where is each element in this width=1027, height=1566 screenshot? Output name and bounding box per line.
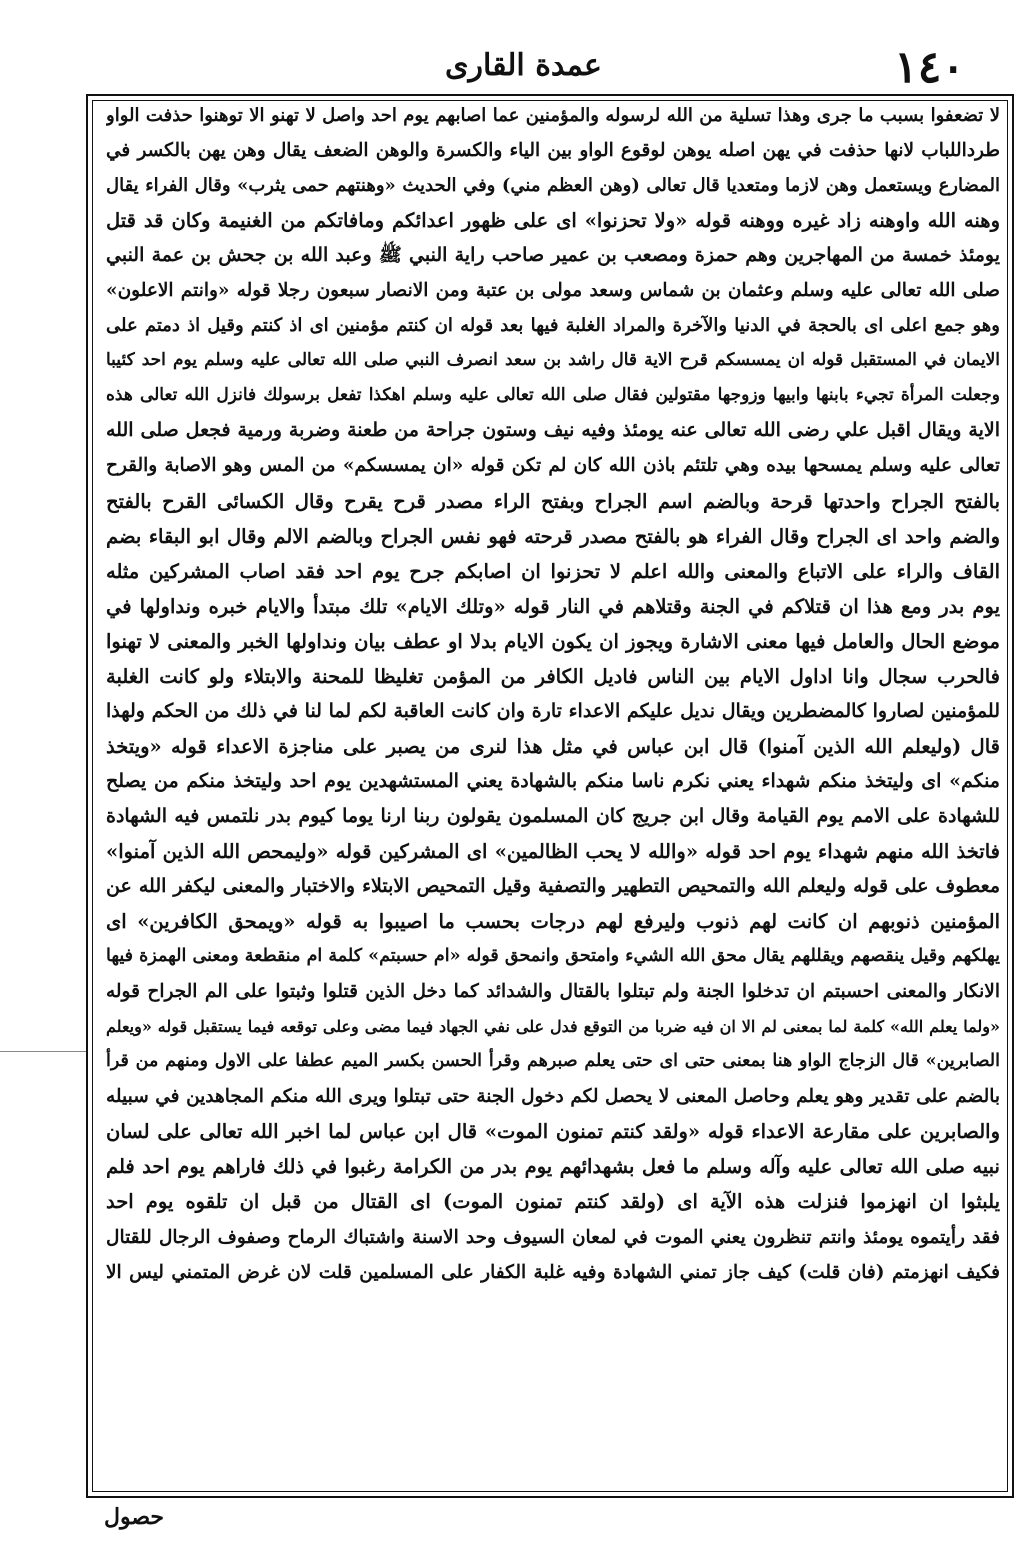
margin-rule (0, 1051, 86, 1052)
text-line: والصابرين على مقارعة الاعداء قوله «ولقد كنتم تمنون الموت» قال ابن عباس لما اخبر الله تعالى على لسان (106, 1120, 1000, 1144)
text-line: نبيه صلى الله تعالى عليه وآله وسلم ما فعل بشهدائهم يوم بدر من الكرامة رغبوا في ذلك فاراهم يوم احد فلم (106, 1155, 1000, 1179)
text-line: يلبثوا ان انهزموا فنزلت هذه الآية اى (ولقد كنتم تمنون الموت) اى القتال من قبل ان تلقوه يوم احد (106, 1190, 1000, 1214)
text-line: الاية ويقال اقبل علي رضى الله تعالى عنه يومئذ وفيه نيف وستون جراحة من طعنة وضربة ورمية فجعل صلى الله (106, 419, 1000, 442)
text-line: «ولما يعلم الله» كلمة لما بمعنى لم الا ان فيه ضربا من التوقع فدل على نفي الجهاد فيما مضى وعلى توقعه فيما يستقبل قوله «ويعلم (106, 1017, 1000, 1037)
text-line: القاف والراء على الاتباع والمعنى والله اعلم لا تحزنوا ان اصابكم جرح يوم احد فقد اصاب المشركين مثله (106, 559, 1000, 583)
text-line: لا تضعفوا بسبب ما جرى وهذا تسلية من الله لرسوله والمؤمنين عما اصابهم يوم احد واصل لا تهنو الا توهنوا حذفت الواو (106, 105, 1000, 126)
text-body (106, 98, 1000, 1496)
page-number: ١٤٠ (894, 42, 965, 93)
text-line: والضم واحد اى الجراح وقال الفراء هو بالفتح مصدر قرحته فهو نفس الجراح وبالضم الالم وقال ابو البقاء بضم (106, 524, 1000, 548)
text-line: بالضم على تقدير وهو يعلم وحاصل المعنى لا يحصل لكم دخول الجنة حتى تبتلوا ويرى الله منكم المجاهدين في سبيله (106, 1086, 1000, 1108)
text-frame (86, 94, 1014, 1498)
text-line: للمؤمنين لصاروا كالمضطرين ويقال نديل عليكم الاعداء تارة وان كانت العاقبة لكم لما لنا في ذلك من الحكم ولهذا (106, 699, 1000, 722)
text-line: وجعلت المرأة تجيء بابنها وابيها وزوجها مقتولين فقال صلى الله تعالى عليه وسلم اهكذا تفعل برسولك فانزل الله تعالى هذه (106, 385, 1000, 406)
text-line: فالحرب سجال وانا اداول الايام بين الناس فاديل الكافر من المؤمن تغليظا للمحنة والابتلاء ولو كانت الغلبة (106, 664, 1000, 688)
page-header (0, 34, 1027, 94)
text-line: وهو جمع اعلى اى بالحجة في الدنيا والآخرة والمراد الغلبة فيها بعد قوله ان كنتم مؤمنين اى اذ كنتم وقيل اذ دمتم على (106, 315, 1000, 337)
text-line: الانكار والمعنى احسبتم ان تدخلوا الجنة ولم تبتلوا بالقتال والشدائد كما دخل الذين قتلوا وثبتوا على الم الجراح قوله (106, 981, 1000, 1003)
text-line: تعالى عليه وسلم يمسحها بيده وهي تلتئم باذن الله كان لم تكن قوله «ان يمسسكم» من المس وهو الاصابة والقرح (106, 455, 1000, 477)
text-line: وهنه الله واوهنه زاد غيره ووهنه قوله «ولا تحزنوا» اى على ظهور اعدائكم ومافاتكم من الغنيمة وكان قد قتل (106, 209, 1000, 233)
text-line: طرداللباب لانها حذفت في يهن اصله يوهن لوقوع الواو بين الياء والكسرة والوهن الضعف يقال وهن يهن بالكسر في (106, 140, 1000, 162)
text-line: قال (وليعلم الله الذين آمنوا) قال ابن عباس في مثل هذا لنرى من يصبر على مناجزة الاعداء قوله «ويتخذ (106, 734, 1000, 758)
text-line: منكم» اى وليتخذ منكم شهداء يعني نكرم ناسا منكم بالشهادة يعني المستشهدين يوم احد وليتخذ منكم من يصلح (106, 769, 1000, 792)
text-line: المضارع ويستعمل وهن لازما ومتعديا قال تعالى (وهن العظم مني) وفي الحديث «وهنتهم حمى يثرب» وقال الفراء يقال (106, 175, 1000, 197)
running-title: عمدة القارى (445, 48, 602, 83)
text-line: بالفتح الجراح واحدتها قرحة وبالضم اسم الجراح وبفتح الراء مصدر قرح يقرح وقال الكسائى القرح بالفتح (106, 489, 1000, 513)
catchword: حصول (104, 1504, 165, 1530)
text-line: صلى الله تعالى عليه وسلم وعثمان بن شماس وسعد مولى بن عتبة ومن الانصار سبعون رجلا قوله «وانتم الاعلون» (106, 280, 1000, 302)
text-line: يوم بدر ومع هذا ان قتلاكم في الجنة وقتلاهم في النار قوله «وتلك الايام» تلك مبتدأ والايام خبره ونداولها في (106, 594, 1000, 618)
text-line: موضع الحال والعامل فيها معنى الاشارة ويجوز ان يكون الايام بدلا او عطف بيان ونداولها الخبر والمعنى لا تهنوا (106, 629, 1000, 653)
text-line: المؤمنين ذنوبهم ان كانت لهم ذنوب وليرفع لهم درجات بحسب ما اصيبوا به قوله «ويمحق الكافرين» اى (106, 910, 1000, 934)
text-line: الصابرين» قال الزجاج الواو هنا بمعنى حتى اى حتى يعلم صبرهم وقرأ الحسن بكسر الميم عطفا على الاول ومنهم من قرأ (106, 1051, 1000, 1072)
text-line: يهلكهم وقيل ينقصهم ويقللهم يقال محق الله الشيء وامتحق وانمحق قوله «ام حسبتم» كلمة ام منقطعة ومعنى الهمزة فيها (106, 946, 1000, 967)
text-line: فاتخذ الله منهم شهداء يوم احد قوله «والله لا يحب الظالمين» اى المشركين قوله «وليمحص الله الذين آمنوا» (106, 839, 1000, 863)
text-line: معطوف على قوله وليعلم الله والتمحيص التطهير والتصفية وقيل التمحيص الابتلاء والاختبار والمعنى ليكفر الله عن (106, 875, 1000, 898)
text-line: يومئذ خمسة من المهاجرين وهم حمزة ومصعب بن عمير صاحب راية النبي ﷺ وعبد الله بن جحش بن عمة النبي (106, 244, 1000, 267)
text-line: فقد رأيتموه يومئذ وانتم تنظرون يعني الموت في لمعان السيوف وحد الاسنة واشتباك الرماح وصفوف الرجال للقتال (106, 1226, 1000, 1248)
text-line: فكيف انهزمتم (فان قلت) كيف جاز تمني الشهادة وفيه غلبة الكفار على المسلمين قلت لان غرض المتمني ليس الا (106, 1261, 1000, 1283)
text-line: الايمان في المستقبل قوله ان يمسسكم قرح الاية قال راشد بن سعد انصرف النبي صلى الله تعالى عليه وسلم يوم احد كئيبا (106, 350, 1000, 371)
text-line: للشهادة على الامم يوم القيامة وقال ابن جريج كان المسلمون يقولون ربنا ارنا يوما كيوم بدر نلتمس فيه الشهادة (106, 804, 1000, 827)
